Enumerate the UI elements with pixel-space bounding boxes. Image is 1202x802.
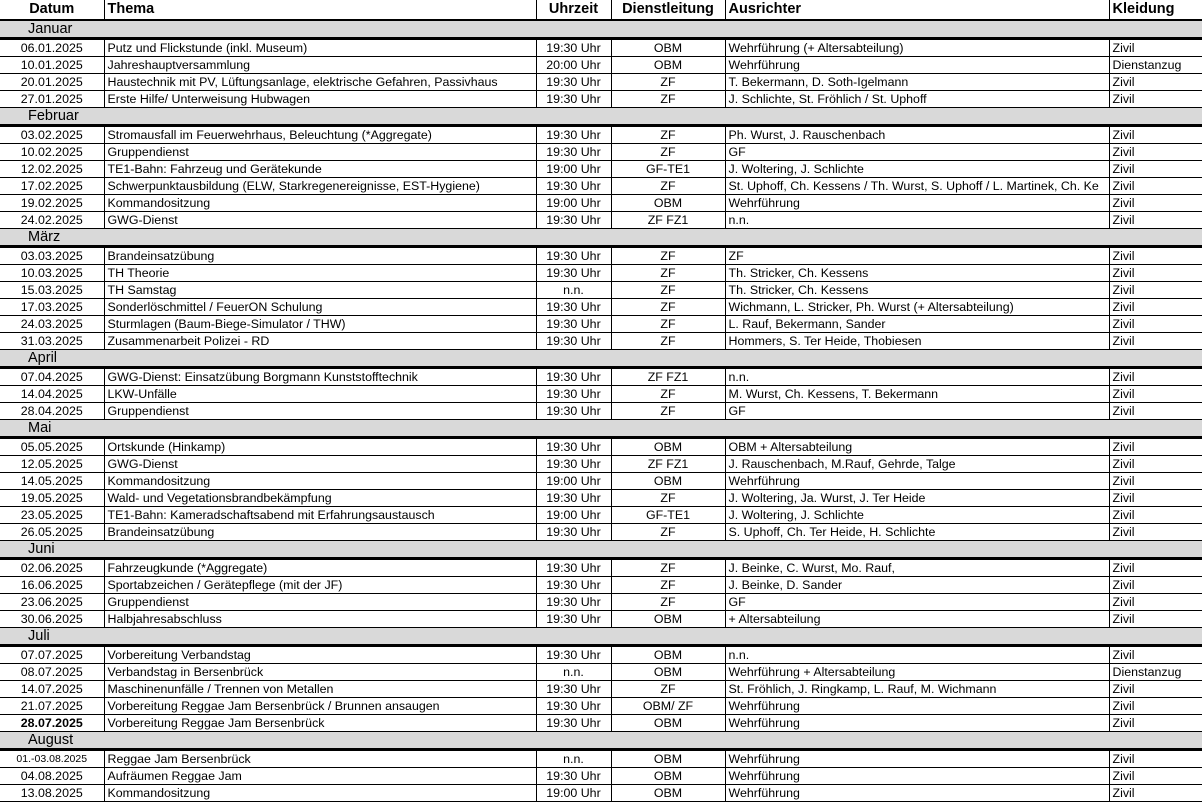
cell-topic: Jahreshauptversammlung bbox=[104, 57, 536, 74]
cell-dress: Dienstanzug bbox=[1109, 57, 1202, 74]
header-uhrzeit: Uhrzeit bbox=[536, 0, 611, 20]
cell-host: Wehrführung bbox=[725, 473, 1109, 490]
cell-dress: Zivil bbox=[1109, 212, 1202, 229]
cell-dress: Zivil bbox=[1109, 178, 1202, 195]
cell-date: 30.06.2025 bbox=[0, 611, 104, 628]
cell-time: 19:30 Uhr bbox=[536, 559, 611, 577]
cell-dress: Zivil bbox=[1109, 299, 1202, 316]
cell-date: 07.04.2025 bbox=[0, 368, 104, 386]
cell-time: 19:30 Uhr bbox=[536, 39, 611, 57]
cell-dress: Zivil bbox=[1109, 681, 1202, 698]
month-row bbox=[0, 20, 1202, 39]
cell-dress: Zivil bbox=[1109, 577, 1202, 594]
cell-host: St. Fröhlich, J. Ringkamp, L. Rauf, M. Wichmann bbox=[725, 681, 1109, 698]
cell-topic: Haustechnik mit PV, Lüftungsanlage, elektrische Gefahren, Passivhaus bbox=[104, 74, 536, 91]
cell-dress: Zivil bbox=[1109, 265, 1202, 282]
cell-time: 19:30 Uhr bbox=[536, 247, 611, 265]
cell-time: 19:30 Uhr bbox=[536, 611, 611, 628]
cell-topic: TE1-Bahn: Fahrzeug und Gerätekunde bbox=[104, 161, 536, 178]
month-label: März bbox=[0, 229, 1202, 247]
month-label: August bbox=[0, 732, 1202, 750]
cell-topic: Brandeinsatzübung bbox=[104, 524, 536, 541]
cell-date: 12.02.2025 bbox=[0, 161, 104, 178]
cell-date: 28.07.2025 bbox=[0, 715, 104, 732]
cell-host: GF bbox=[725, 403, 1109, 420]
cell-time: 20:00 Uhr bbox=[536, 57, 611, 74]
table-row bbox=[0, 490, 1202, 507]
cell-dress: Zivil bbox=[1109, 559, 1202, 577]
cell-time: 19:30 Uhr bbox=[536, 144, 611, 161]
cell-time: 19:30 Uhr bbox=[536, 524, 611, 541]
cell-topic: Aufräumen Reggae Jam bbox=[104, 768, 536, 785]
cell-host: S. Uphoff, Ch. Ter Heide, H. Schlichte bbox=[725, 524, 1109, 541]
table-row bbox=[0, 265, 1202, 282]
cell-host: Wehrführung (+ Altersabteilung) bbox=[725, 39, 1109, 57]
cell-host: J. Woltering, Ja. Wurst, J. Ter Heide bbox=[725, 490, 1109, 507]
month-label: Februar bbox=[0, 108, 1202, 126]
cell-dress: Zivil bbox=[1109, 386, 1202, 403]
cell-lead: ZF bbox=[611, 594, 725, 611]
cell-time: 19:30 Uhr bbox=[536, 646, 611, 664]
cell-topic: Sportabzeichen / Gerätepflege (mit der JF) bbox=[104, 577, 536, 594]
table-row bbox=[0, 39, 1202, 57]
cell-lead: ZF FZ1 bbox=[611, 212, 725, 229]
cell-lead: OBM bbox=[611, 438, 725, 456]
cell-lead: ZF FZ1 bbox=[611, 368, 725, 386]
table-row bbox=[0, 785, 1202, 802]
cell-date: 10.01.2025 bbox=[0, 57, 104, 74]
cell-dress: Zivil bbox=[1109, 507, 1202, 524]
cell-lead: OBM bbox=[611, 611, 725, 628]
month-row bbox=[0, 420, 1202, 438]
cell-topic: Stromausfall im Feuerwehrhaus, Beleuchtung (*Aggregate) bbox=[104, 126, 536, 144]
table-row bbox=[0, 195, 1202, 212]
cell-date: 23.05.2025 bbox=[0, 507, 104, 524]
table-row bbox=[0, 403, 1202, 420]
cell-time: 19:30 Uhr bbox=[536, 316, 611, 333]
cell-date: 17.02.2025 bbox=[0, 178, 104, 195]
cell-topic: Putz und Flickstunde (inkl. Museum) bbox=[104, 39, 536, 57]
table-row bbox=[0, 212, 1202, 229]
month-row bbox=[0, 229, 1202, 247]
cell-host: GF bbox=[725, 144, 1109, 161]
cell-host: ZF bbox=[725, 247, 1109, 265]
cell-time: 19:30 Uhr bbox=[536, 681, 611, 698]
cell-lead: OBM bbox=[611, 715, 725, 732]
cell-date: 14.07.2025 bbox=[0, 681, 104, 698]
cell-topic: TH Samstag bbox=[104, 282, 536, 299]
cell-dress: Zivil bbox=[1109, 144, 1202, 161]
cell-date: 08.07.2025 bbox=[0, 664, 104, 681]
cell-lead: OBM bbox=[611, 195, 725, 212]
cell-date: 03.02.2025 bbox=[0, 126, 104, 144]
cell-lead: OBM bbox=[611, 750, 725, 768]
cell-lead: ZF FZ1 bbox=[611, 456, 725, 473]
cell-dress: Dienstanzug bbox=[1109, 664, 1202, 681]
cell-lead: OBM bbox=[611, 57, 725, 74]
cell-lead: ZF bbox=[611, 386, 725, 403]
table-row bbox=[0, 333, 1202, 350]
cell-lead: OBM bbox=[611, 785, 725, 802]
cell-dress: Zivil bbox=[1109, 698, 1202, 715]
cell-time: 19:00 Uhr bbox=[536, 161, 611, 178]
cell-topic: Gruppendienst bbox=[104, 144, 536, 161]
cell-host: M. Wurst, Ch. Kessens, T. Bekermann bbox=[725, 386, 1109, 403]
cell-host: L. Rauf, Bekermann, Sander bbox=[725, 316, 1109, 333]
cell-topic: Schwerpunktausbildung (ELW, Starkregenereignisse, EST-Hygiene) bbox=[104, 178, 536, 195]
cell-dress: Zivil bbox=[1109, 473, 1202, 490]
cell-date: 10.02.2025 bbox=[0, 144, 104, 161]
cell-date: 27.01.2025 bbox=[0, 91, 104, 108]
cell-time: 19:30 Uhr bbox=[536, 438, 611, 456]
cell-lead: OBM bbox=[611, 664, 725, 681]
cell-dress: Zivil bbox=[1109, 768, 1202, 785]
cell-dress: Zivil bbox=[1109, 39, 1202, 57]
cell-dress: Zivil bbox=[1109, 316, 1202, 333]
table-row bbox=[0, 611, 1202, 628]
cell-dress: Zivil bbox=[1109, 126, 1202, 144]
table-row bbox=[0, 698, 1202, 715]
cell-time: 19:00 Uhr bbox=[536, 473, 611, 490]
month-label: Januar bbox=[0, 20, 1202, 39]
cell-topic: Vorbereitung Reggae Jam Bersenbrück / Brunnen ansaugen bbox=[104, 698, 536, 715]
cell-host: + Altersabteilung bbox=[725, 611, 1109, 628]
header-dienstleitung: Dienstleitung bbox=[611, 0, 725, 20]
table-row bbox=[0, 664, 1202, 681]
cell-topic: Kommandositzung bbox=[104, 785, 536, 802]
table-row bbox=[0, 594, 1202, 611]
cell-lead: ZF bbox=[611, 316, 725, 333]
cell-date: 03.03.2025 bbox=[0, 247, 104, 265]
cell-host: J. Schlichte, St. Fröhlich / St. Uphoff bbox=[725, 91, 1109, 108]
cell-topic: Vorbereitung Reggae Jam Bersenbrück bbox=[104, 715, 536, 732]
cell-topic: Gruppendienst bbox=[104, 403, 536, 420]
header-kleidung: Kleidung bbox=[1109, 0, 1202, 20]
cell-time: 19:30 Uhr bbox=[536, 265, 611, 282]
cell-time: 19:30 Uhr bbox=[536, 490, 611, 507]
cell-dress: Zivil bbox=[1109, 333, 1202, 350]
cell-topic: TE1-Bahn: Kameradschaftsabend mit Erfahrungsaustausch bbox=[104, 507, 536, 524]
cell-host: J. Beinke, C. Wurst, Mo. Rauf, bbox=[725, 559, 1109, 577]
table-row bbox=[0, 524, 1202, 541]
cell-time: 19:30 Uhr bbox=[536, 91, 611, 108]
table-row bbox=[0, 299, 1202, 316]
cell-host: Th. Stricker, Ch. Kessens bbox=[725, 265, 1109, 282]
cell-lead: ZF bbox=[611, 91, 725, 108]
cell-time: 19:30 Uhr bbox=[536, 74, 611, 91]
table-row bbox=[0, 715, 1202, 732]
cell-dress: Zivil bbox=[1109, 91, 1202, 108]
cell-lead: ZF bbox=[611, 247, 725, 265]
cell-host: Wichmann, L. Stricker, Ph. Wurst (+ Altersabteilung) bbox=[725, 299, 1109, 316]
cell-time: 19:00 Uhr bbox=[536, 785, 611, 802]
cell-lead: ZF bbox=[611, 299, 725, 316]
cell-dress: Zivil bbox=[1109, 456, 1202, 473]
cell-time: 19:30 Uhr bbox=[536, 698, 611, 715]
table-row bbox=[0, 161, 1202, 178]
cell-host: J. Woltering, J. Schlichte bbox=[725, 161, 1109, 178]
cell-date: 24.03.2025 bbox=[0, 316, 104, 333]
cell-lead: OBM bbox=[611, 646, 725, 664]
cell-lead: ZF bbox=[611, 126, 725, 144]
cell-date: 19.02.2025 bbox=[0, 195, 104, 212]
cell-dress: Zivil bbox=[1109, 611, 1202, 628]
cell-date: 19.05.2025 bbox=[0, 490, 104, 507]
cell-host: n.n. bbox=[725, 646, 1109, 664]
cell-dress: Zivil bbox=[1109, 490, 1202, 507]
cell-time: n.n. bbox=[536, 750, 611, 768]
cell-host: J. Woltering, J. Schlichte bbox=[725, 507, 1109, 524]
cell-date: 01.-03.08.2025 bbox=[0, 750, 104, 768]
cell-dress: Zivil bbox=[1109, 750, 1202, 768]
table-row bbox=[0, 144, 1202, 161]
cell-lead: ZF bbox=[611, 144, 725, 161]
table-row bbox=[0, 386, 1202, 403]
cell-date: 02.06.2025 bbox=[0, 559, 104, 577]
month-label: Juli bbox=[0, 628, 1202, 646]
cell-date: 10.03.2025 bbox=[0, 265, 104, 282]
cell-host: OBM + Altersabteilung bbox=[725, 438, 1109, 456]
table-row bbox=[0, 507, 1202, 524]
cell-topic: Ortskunde (Hinkamp) bbox=[104, 438, 536, 456]
cell-dress: Zivil bbox=[1109, 161, 1202, 178]
table-row bbox=[0, 91, 1202, 108]
cell-dress: Zivil bbox=[1109, 785, 1202, 802]
cell-host: T. Bekermann, D. Soth-Igelmann bbox=[725, 74, 1109, 91]
cell-date: 05.05.2025 bbox=[0, 438, 104, 456]
cell-time: 19:30 Uhr bbox=[536, 456, 611, 473]
cell-time: 19:30 Uhr bbox=[536, 299, 611, 316]
cell-time: 19:30 Uhr bbox=[536, 715, 611, 732]
cell-date: 20.01.2025 bbox=[0, 74, 104, 91]
cell-time: 19:30 Uhr bbox=[536, 386, 611, 403]
cell-topic: Erste Hilfe/ Unterweisung Hubwagen bbox=[104, 91, 536, 108]
cell-date: 14.05.2025 bbox=[0, 473, 104, 490]
table-row bbox=[0, 57, 1202, 74]
cell-host: GF bbox=[725, 594, 1109, 611]
cell-dress: Zivil bbox=[1109, 195, 1202, 212]
cell-time: 19:30 Uhr bbox=[536, 333, 611, 350]
cell-lead: GF-TE1 bbox=[611, 161, 725, 178]
cell-topic: Fahrzeugkunde (*Aggregate) bbox=[104, 559, 536, 577]
cell-lead: ZF bbox=[611, 265, 725, 282]
month-row bbox=[0, 628, 1202, 646]
cell-dress: Zivil bbox=[1109, 646, 1202, 664]
cell-dress: Zivil bbox=[1109, 715, 1202, 732]
month-row bbox=[0, 108, 1202, 126]
cell-date: 28.04.2025 bbox=[0, 403, 104, 420]
cell-topic: Halbjahresabschluss bbox=[104, 611, 536, 628]
cell-host: Ph. Wurst, J. Rauschenbach bbox=[725, 126, 1109, 144]
cell-date: 21.07.2025 bbox=[0, 698, 104, 715]
cell-topic: GWG-Dienst: Einsatzübung Borgmann Kunststofftechnik bbox=[104, 368, 536, 386]
cell-time: 19:30 Uhr bbox=[536, 768, 611, 785]
cell-lead: OBM bbox=[611, 39, 725, 57]
header-datum: Datum bbox=[0, 0, 104, 20]
cell-host: Wehrführung bbox=[725, 57, 1109, 74]
table-row bbox=[0, 282, 1202, 299]
month-label: Mai bbox=[0, 420, 1202, 438]
cell-topic: Reggae Jam Bersenbrück bbox=[104, 750, 536, 768]
cell-host: Wehrführung bbox=[725, 750, 1109, 768]
cell-time: 19:30 Uhr bbox=[536, 212, 611, 229]
cell-time: 19:30 Uhr bbox=[536, 594, 611, 611]
cell-topic: Sturmlagen (Baum-Biege-Simulator / THW) bbox=[104, 316, 536, 333]
table-row bbox=[0, 646, 1202, 664]
cell-date: 04.08.2025 bbox=[0, 768, 104, 785]
cell-lead: ZF bbox=[611, 524, 725, 541]
table-row bbox=[0, 559, 1202, 577]
cell-date: 14.04.2025 bbox=[0, 386, 104, 403]
cell-host: Th. Stricker, Ch. Kessens bbox=[725, 282, 1109, 299]
month-label: April bbox=[0, 350, 1202, 368]
cell-time: 19:30 Uhr bbox=[536, 126, 611, 144]
cell-dress: Zivil bbox=[1109, 247, 1202, 265]
cell-date: 13.08.2025 bbox=[0, 785, 104, 802]
cell-dress: Zivil bbox=[1109, 282, 1202, 299]
cell-lead: ZF bbox=[611, 74, 725, 91]
cell-time: 19:00 Uhr bbox=[536, 195, 611, 212]
cell-time: 19:30 Uhr bbox=[536, 368, 611, 386]
cell-time: 19:30 Uhr bbox=[536, 577, 611, 594]
cell-dress: Zivil bbox=[1109, 594, 1202, 611]
cell-host: St. Uphoff, Ch. Kessens / Th. Wurst, S. Uphoff / L. Martinek, Ch. Ke bbox=[725, 178, 1109, 195]
cell-lead: OBM bbox=[611, 768, 725, 785]
cell-topic: Kommandositzung bbox=[104, 473, 536, 490]
cell-date: 15.03.2025 bbox=[0, 282, 104, 299]
cell-topic: Verbandstag in Bersenbrück bbox=[104, 664, 536, 681]
table-row bbox=[0, 456, 1202, 473]
cell-date: 16.06.2025 bbox=[0, 577, 104, 594]
cell-dress: Zivil bbox=[1109, 524, 1202, 541]
cell-host: n.n. bbox=[725, 212, 1109, 229]
cell-host: J. Rauschenbach, M.Rauf, Gehrde, Talge bbox=[725, 456, 1109, 473]
cell-time: n.n. bbox=[536, 664, 611, 681]
cell-date: 24.02.2025 bbox=[0, 212, 104, 229]
cell-lead: ZF bbox=[611, 403, 725, 420]
cell-topic: Maschinenunfälle / Trennen von Metallen bbox=[104, 681, 536, 698]
table-row bbox=[0, 247, 1202, 265]
cell-host: Wehrführung bbox=[725, 785, 1109, 802]
cell-time: 19:00 Uhr bbox=[536, 507, 611, 524]
table-row bbox=[0, 577, 1202, 594]
month-row bbox=[0, 732, 1202, 750]
cell-lead: OBM bbox=[611, 473, 725, 490]
cell-lead: GF-TE1 bbox=[611, 507, 725, 524]
cell-lead: ZF bbox=[611, 333, 725, 350]
table-row bbox=[0, 74, 1202, 91]
cell-topic: Brandeinsatzübung bbox=[104, 247, 536, 265]
cell-topic: Zusammenarbeit Polizei - RD bbox=[104, 333, 536, 350]
cell-time: n.n. bbox=[536, 282, 611, 299]
cell-lead: OBM/ ZF bbox=[611, 698, 725, 715]
header-ausrichter: Ausrichter bbox=[725, 0, 1109, 20]
table-row bbox=[0, 473, 1202, 490]
cell-topic: Kommandositzung bbox=[104, 195, 536, 212]
cell-dress: Zivil bbox=[1109, 403, 1202, 420]
cell-host: Hommers, S. Ter Heide, Thobiesen bbox=[725, 333, 1109, 350]
cell-host: Wehrführung bbox=[725, 195, 1109, 212]
cell-topic: Sonderlöschmittel / FeuerON Schulung bbox=[104, 299, 536, 316]
cell-dress: Zivil bbox=[1109, 438, 1202, 456]
cell-date: 12.05.2025 bbox=[0, 456, 104, 473]
month-row bbox=[0, 350, 1202, 368]
table-row bbox=[0, 368, 1202, 386]
cell-topic: GWG-Dienst bbox=[104, 456, 536, 473]
cell-host: Wehrführung bbox=[725, 715, 1109, 732]
header-thema: Thema bbox=[104, 0, 536, 20]
cell-lead: ZF bbox=[611, 178, 725, 195]
cell-topic: Gruppendienst bbox=[104, 594, 536, 611]
table-row bbox=[0, 126, 1202, 144]
cell-topic: Vorbereitung Verbandstag bbox=[104, 646, 536, 664]
cell-topic: Wald- und Vegetationsbrandbekämpfung bbox=[104, 490, 536, 507]
month-label: Juni bbox=[0, 541, 1202, 559]
cell-time: 19:30 Uhr bbox=[536, 178, 611, 195]
cell-lead: ZF bbox=[611, 282, 725, 299]
header-row bbox=[0, 0, 1202, 20]
cell-lead: ZF bbox=[611, 559, 725, 577]
schedule-body bbox=[0, 20, 1202, 802]
table-row bbox=[0, 316, 1202, 333]
cell-date: 17.03.2025 bbox=[0, 299, 104, 316]
table-row bbox=[0, 750, 1202, 768]
cell-lead: ZF bbox=[611, 577, 725, 594]
table-row bbox=[0, 438, 1202, 456]
cell-topic: GWG-Dienst bbox=[104, 212, 536, 229]
cell-lead: ZF bbox=[611, 681, 725, 698]
cell-lead: ZF bbox=[611, 490, 725, 507]
table-row bbox=[0, 681, 1202, 698]
cell-date: 31.03.2025 bbox=[0, 333, 104, 350]
table-row bbox=[0, 178, 1202, 195]
cell-topic: LKW-Unfälle bbox=[104, 386, 536, 403]
cell-host: Wehrführung bbox=[725, 698, 1109, 715]
month-row bbox=[0, 541, 1202, 559]
cell-dress: Zivil bbox=[1109, 368, 1202, 386]
cell-date: 23.06.2025 bbox=[0, 594, 104, 611]
cell-date: 06.01.2025 bbox=[0, 39, 104, 57]
cell-date: 07.07.2025 bbox=[0, 646, 104, 664]
cell-host: Wehrführung bbox=[725, 768, 1109, 785]
cell-date: 26.05.2025 bbox=[0, 524, 104, 541]
cell-dress: Zivil bbox=[1109, 74, 1202, 91]
cell-host: Wehrführung + Altersabteilung bbox=[725, 664, 1109, 681]
cell-host: n.n. bbox=[725, 368, 1109, 386]
cell-host: J. Beinke, D. Sander bbox=[725, 577, 1109, 594]
cell-time: 19:30 Uhr bbox=[536, 403, 611, 420]
cell-topic: TH Theorie bbox=[104, 265, 536, 282]
